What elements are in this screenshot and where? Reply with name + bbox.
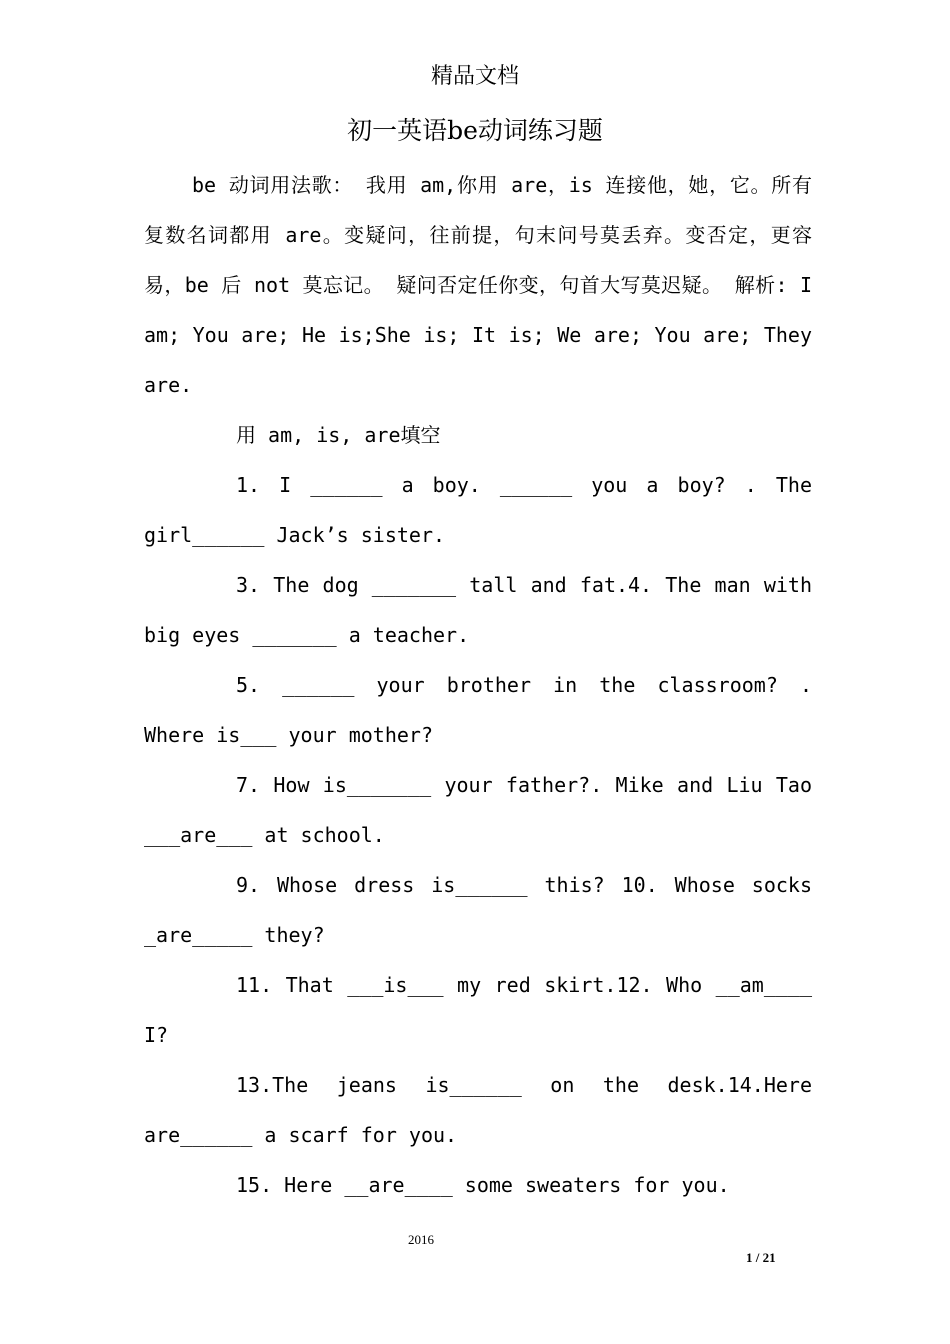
exercise-instruction: 用 am, is, are填空 <box>236 423 441 447</box>
page-header: 精品文档 <box>430 64 519 89</box>
document-body <box>144 160 812 1210</box>
exercise-item: 11. That ___is___ my red skirt.12. Who __am____ I? <box>144 973 812 1047</box>
exercise-item: 15. Here __are____ some sweaters for you. <box>236 1173 730 1197</box>
exercise-item: 9. Whose dress is______ this? 10. Whose socks _are_____ they? <box>144 873 812 947</box>
exercise-item: 1. I ______ a boy. ______ you a boy? . The girl______ Jack’s sister. <box>144 473 812 547</box>
exercise-item: 13.The jeans is______ on the desk.14.Here are______ a scarf for you. <box>144 1073 812 1147</box>
footer-year: 2016 <box>408 1232 434 1247</box>
exercise-item: 5. ______ your brother in the classroom? . Where is___ your mother? <box>144 673 812 747</box>
intro-paragraph: be 动词用法歌： 我用 am,你用 are，is 连接他，她，它。所有复数名词都用 are。变疑问，往前提，句末问号莫丢弃。变否定，更容易，be 后 not 莫忘记。 疑问否定任你变，句首大写莫迟疑。 解析: I am; You are; He is;She is; It is; We are; You are; They are. <box>144 173 812 397</box>
document-title: 初一英语be动词练习题 <box>347 116 603 145</box>
exercise-item: 7. How is_______ your father?. Mike and Liu Tao ___are___ at school. <box>144 773 812 847</box>
exercise-item: 3. The dog _______ tall and fat.4. The man with big eyes _______ a teacher. <box>144 573 812 647</box>
page-number: 1 / 21 <box>746 1250 776 1265</box>
